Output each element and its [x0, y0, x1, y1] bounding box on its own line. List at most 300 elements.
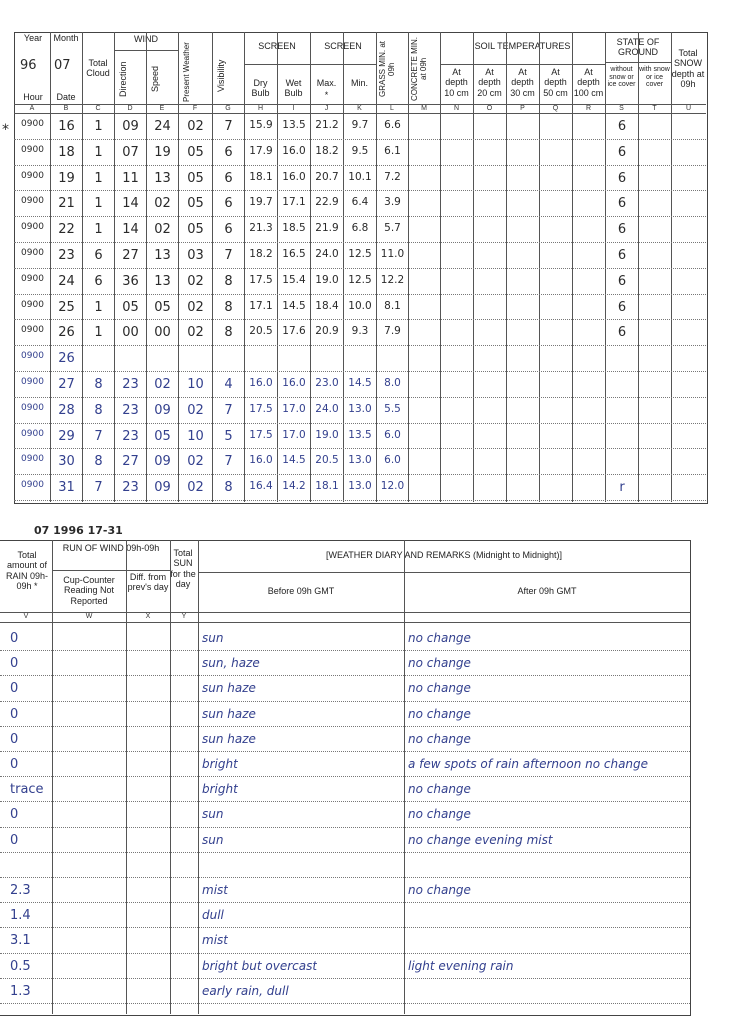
cell-date: 26: [58, 351, 75, 367]
bottom-header-rule: [52, 570, 170, 571]
cell-hour: 0900: [21, 325, 44, 336]
cell-cloud: 8: [94, 377, 103, 392]
cell-min: 13.5: [348, 428, 372, 441]
column-letter: O: [486, 105, 493, 112]
diary-after: no change: [408, 883, 471, 897]
cell-min: 6.4: [351, 196, 369, 209]
column-letter: J: [324, 105, 329, 112]
diary-after: no change: [408, 731, 471, 746]
cell-dry: 16.4: [249, 480, 273, 493]
diary-before: bright: [202, 757, 238, 771]
cell-ground: 6: [617, 273, 627, 289]
cell-min: 13.0: [348, 480, 372, 493]
cell-cloud: 6: [94, 248, 103, 263]
cell-max: 19.0: [315, 428, 339, 441]
cell-cloud: 1: [94, 144, 103, 160]
cell-wet: 16.0: [282, 170, 306, 183]
column-letter: F: [192, 105, 198, 112]
cell-dry: 15.9: [249, 119, 273, 131]
cell-min: 12.5: [348, 248, 372, 260]
cell-vis: 8: [224, 480, 233, 496]
diary-after: light evening rain: [408, 958, 514, 973]
cell-hour: 0900: [21, 299, 44, 310]
cell-date: 31: [58, 480, 75, 496]
cell-min: 13.0: [348, 454, 372, 467]
with-snow-header: with snow or ice cover: [639, 66, 670, 89]
cell-date: 24: [58, 273, 75, 289]
cell-speed: 05: [154, 428, 171, 444]
cell-pw: 03: [187, 248, 204, 263]
cell-min: 14.5: [348, 377, 372, 389]
total-snow-header: Total SNOW depth at 09h: [671, 48, 705, 90]
cell-hour: 0900: [21, 248, 44, 258]
cell-max: 22.9: [315, 196, 339, 209]
month-value: 07: [54, 58, 71, 73]
bottom-header-rule: [198, 572, 690, 573]
soil-30-header: At depth 30 cm: [510, 67, 535, 98]
page-note: 07 1996 17-31: [34, 524, 123, 537]
sun-header: Total SUN for the day: [170, 548, 196, 590]
cell-dir: 23: [122, 377, 139, 392]
screen-header-1: SCREEN: [258, 41, 296, 51]
top-row-rule: [14, 294, 706, 295]
cell-wet: 16.5: [282, 248, 306, 260]
bottom-column-letter: Y: [181, 613, 187, 620]
cell-wet: 16.0: [282, 144, 306, 157]
cell-max: 20.5: [315, 454, 339, 467]
bottom-row-rule: [0, 751, 690, 752]
cell-hour: 0900: [21, 454, 44, 465]
date-label: Date: [56, 92, 76, 102]
bottom-column-letter: W: [85, 613, 93, 620]
cell-dry: 17.5: [249, 273, 273, 286]
cell-pw: 10: [187, 428, 204, 444]
cell-date: 29: [58, 428, 75, 444]
bottom-row-rule: [0, 978, 690, 979]
cell-vis: 6: [224, 222, 233, 238]
max-header: Max.: [316, 78, 337, 88]
diary-after: no change: [408, 656, 471, 671]
month-label: Month: [53, 33, 79, 43]
asterisk-mark: *: [2, 122, 9, 138]
cell-hour: 0900: [21, 377, 44, 387]
cell-grass: 6.6: [384, 119, 401, 131]
cell-vis: 7: [224, 248, 233, 263]
bottom-column-letter: V: [23, 613, 29, 620]
column-letter: S: [619, 105, 624, 112]
cell-speed: 19: [154, 144, 171, 160]
present-weather-header: Present Weather: [182, 42, 191, 102]
top-header-rule: [440, 64, 605, 65]
cell-cloud: 8: [94, 402, 103, 418]
cell-date: 23: [58, 248, 75, 263]
cell-cloud: 7: [94, 428, 103, 444]
cell-max: 20.9: [315, 325, 339, 338]
cell-min: 9.3: [351, 325, 369, 338]
cell-date: 26: [58, 325, 75, 341]
diary-before: bright but overcast: [202, 958, 318, 973]
soil-50-header: At depth 50 cm: [543, 67, 568, 98]
top-row-rule: [14, 268, 706, 269]
top-row-rule: [14, 216, 706, 217]
cell-dry: 20.5: [249, 325, 273, 338]
cell-dry: 17.1: [249, 299, 273, 312]
diary-rain: 1.3: [10, 983, 31, 999]
cell-hour: 0900: [21, 196, 44, 207]
cell-hour: 0900: [21, 428, 44, 439]
cell-dry: 18.1: [249, 170, 273, 183]
cell-dry: 21.3: [249, 222, 273, 235]
cup-counter-header: Cup-Counter Reading Not Reported: [63, 575, 115, 606]
column-letter: E: [159, 105, 165, 112]
diary-before: mist: [202, 883, 228, 897]
cell-min: 13.0: [348, 402, 372, 415]
cell-hour: 0900: [21, 402, 44, 413]
screen-header-2: SCREEN: [324, 41, 362, 51]
cell-date: 25: [58, 299, 75, 315]
cell-wet: 13.5: [282, 119, 306, 131]
diary-after: no change: [408, 807, 471, 822]
cell-pw: 05: [187, 222, 204, 238]
cell-dry: 17.9: [249, 144, 273, 157]
diary-before: sun: [202, 631, 224, 645]
diary-rain: 1.4: [10, 908, 31, 924]
column-letter: A: [29, 105, 35, 112]
cell-grass: 12.0: [380, 480, 405, 493]
speed-header: Speed: [150, 65, 160, 93]
cell-pw: 05: [187, 144, 204, 160]
visibility-header: Visibility: [216, 59, 226, 93]
cell-max: 18.1: [315, 480, 339, 493]
cell-min: 10.1: [348, 170, 372, 183]
cell-pw: 02: [187, 454, 204, 470]
cell-wet: 14.2: [282, 480, 306, 493]
cell-pw: 02: [187, 119, 204, 134]
cell-dir: 27: [122, 248, 139, 263]
diary-before: bright: [202, 782, 238, 797]
cell-cloud: 1: [94, 119, 103, 134]
cell-vis: 5: [224, 428, 233, 444]
cell-ground: 6: [617, 325, 627, 341]
diary-before: sun, haze: [202, 656, 260, 671]
cell-date: 22: [58, 222, 75, 238]
cell-cloud: 7: [94, 480, 103, 496]
cell-wet: 17.6: [282, 325, 306, 338]
cell-speed: 05: [154, 299, 171, 315]
cell-dry: 17.5: [249, 428, 273, 441]
column-letter: G: [225, 105, 231, 112]
cell-max: 24.0: [315, 402, 339, 415]
column-letter: T: [652, 105, 657, 112]
diary-before: mist: [202, 933, 228, 948]
column-letter: H: [257, 105, 264, 112]
diary-rain: 0: [10, 706, 19, 722]
cell-grass: 11.0: [380, 248, 405, 260]
after-09h-header: After 09h GMT: [517, 586, 577, 596]
cell-max: 21.9: [315, 222, 339, 235]
cell-dir: 36: [122, 273, 139, 289]
cell-hour: 0900: [21, 480, 44, 491]
diary-rain: 0: [10, 631, 19, 646]
cell-grass: 6.1: [384, 144, 401, 157]
cell-dry: 18.2: [249, 248, 273, 260]
diary-header: [WEATHER DIARY AND REMARKS (Midnight to Midnight)]: [325, 550, 563, 560]
top-row-rule: [14, 190, 706, 191]
cell-dir: 07: [122, 144, 139, 160]
bottom-row-rule: [0, 1003, 690, 1004]
diary-after: no change: [408, 631, 471, 645]
bottom-header-rule: [0, 622, 690, 623]
state-of-ground-header: STATE OF GROUND: [616, 37, 660, 58]
top-row-rule: [14, 474, 706, 475]
soil-100-header: At depth 100 cm: [573, 67, 604, 98]
cell-cloud: 8: [94, 454, 103, 470]
rain-header: Total amount of RAIN 09h-09h *: [5, 550, 49, 592]
cell-min: 9.7: [351, 119, 369, 131]
top-row-rule: [14, 423, 706, 424]
top-row-rule: [14, 319, 706, 320]
cell-pw: 02: [187, 273, 204, 289]
diary-before: sun: [202, 832, 224, 847]
cell-date: 16: [58, 119, 75, 134]
top-row-rule: [14, 139, 706, 140]
without-snow-header: without snow or ice cover: [607, 66, 636, 89]
cell-min: 12.5: [348, 273, 372, 286]
cell-wet: 17.0: [282, 402, 306, 415]
diary-rain: 0: [10, 807, 19, 823]
bottom-row-rule: [0, 675, 690, 676]
column-letter: L: [390, 105, 394, 112]
year-label: Year: [23, 33, 43, 43]
cell-pw: 05: [187, 170, 204, 186]
cell-wet: 14.5: [282, 299, 306, 312]
cell-speed: 24: [154, 119, 171, 134]
cell-min: 6.8: [351, 222, 369, 235]
cell-dir: 14: [122, 222, 139, 238]
cell-cloud: 1: [94, 170, 103, 186]
cell-max: 21.2: [315, 119, 339, 131]
cell-dry: 19.7: [249, 196, 273, 209]
diary-after: a few spots of rain afternoon no change: [408, 757, 649, 771]
cell-vis: 8: [224, 299, 233, 315]
cell-grass: 5.5: [384, 402, 401, 415]
column-letter: I: [292, 105, 295, 112]
diary-before: sun haze: [202, 681, 256, 696]
bottom-row-rule: [0, 726, 690, 727]
cell-max: 18.2: [315, 144, 339, 157]
cell-dir: 00: [122, 325, 139, 341]
cell-ground: 6: [617, 144, 627, 160]
dry-bulb-header: Dry Bulb: [251, 78, 270, 99]
cell-dir: 23: [122, 402, 139, 418]
column-letter: N: [453, 105, 460, 112]
diary-rain: 0: [10, 656, 19, 672]
cell-pw: 10: [187, 377, 204, 392]
cell-grass: 12.2: [380, 273, 405, 286]
column-letter: M: [421, 105, 427, 112]
diary-after: no change: [408, 706, 471, 721]
diary-rain: 3.1: [10, 933, 31, 949]
cell-ground: r: [619, 480, 625, 496]
bottom-row-rule: [0, 927, 690, 928]
cell-dir: 09: [122, 119, 139, 134]
max-star: *: [324, 90, 329, 100]
bottom-row-rule: [0, 650, 690, 651]
bottom-row-rule: [0, 902, 690, 903]
diary-rain: 2.3: [10, 883, 31, 898]
cell-hour: 0900: [21, 351, 44, 362]
cell-date: 30: [58, 454, 75, 470]
wind-header: WIND: [134, 34, 158, 44]
cell-dir: 27: [122, 454, 139, 470]
cell-pw: 02: [187, 299, 204, 315]
top-header-rule: [114, 50, 178, 51]
column-letter: Q: [552, 105, 559, 112]
cell-grass: 3.9: [384, 196, 401, 209]
cell-speed: 09: [154, 402, 171, 418]
cell-cloud: 1: [94, 222, 103, 238]
top-row-rule: [14, 397, 706, 398]
cell-speed: 13: [154, 248, 171, 263]
cell-dir: 05: [122, 299, 139, 315]
cell-max: 23.0: [315, 377, 339, 389]
diary-rain: 0: [10, 757, 19, 772]
cell-speed: 09: [154, 454, 171, 470]
top-row-rule: [14, 500, 706, 501]
cell-vis: 7: [224, 119, 233, 134]
diary-before: sun haze: [202, 731, 256, 746]
column-letter: D: [127, 105, 133, 112]
cell-grass: 6.0: [384, 454, 401, 467]
diary-rain: 0: [10, 731, 19, 747]
top-row-rule: [14, 448, 706, 449]
bottom-column-letter: X: [145, 613, 151, 620]
diary-after: no change: [408, 681, 471, 696]
cell-grass: 8.0: [384, 377, 401, 389]
direction-header: Direction: [118, 61, 128, 97]
cell-cloud: 1: [94, 325, 103, 341]
cell-hour: 0900: [21, 119, 44, 129]
column-letter: U: [685, 105, 692, 112]
cell-grass: 7.9: [384, 325, 401, 338]
concrete-min-header: CONCRETE MIN. at 09h: [410, 37, 428, 101]
cell-speed: 00: [154, 325, 171, 341]
min-header: Min.: [350, 78, 368, 88]
cell-min: 10.0: [348, 299, 372, 312]
cell-ground: 6: [617, 170, 627, 186]
cell-wet: 17.1: [282, 196, 306, 209]
cell-wet: 14.5: [282, 454, 306, 467]
cell-pw: 02: [187, 402, 204, 418]
cell-max: 18.4: [315, 299, 339, 312]
bottom-row-rule: [0, 701, 690, 702]
cell-wet: 18.5: [282, 222, 306, 235]
top-header-rule: [14, 104, 706, 105]
cell-max: 20.7: [315, 170, 339, 183]
cell-pw: 02: [187, 325, 204, 341]
bottom-row-rule: [0, 953, 690, 954]
cell-max: 24.0: [315, 248, 339, 260]
cell-hour: 0900: [21, 144, 44, 155]
cell-wet: 16.0: [282, 377, 306, 389]
before-09h-header: Before 09h GMT: [267, 586, 335, 596]
bottom-header-rule: [0, 612, 690, 613]
run-of-wind-header: RUN OF WIND 09h-09h: [62, 543, 160, 553]
cell-min: 9.5: [351, 144, 369, 157]
cell-speed: 13: [154, 170, 171, 186]
cell-grass: 8.1: [384, 299, 401, 312]
column-letter: K: [357, 105, 362, 112]
hour-label: Hour: [23, 92, 43, 102]
bottom-row-rule: [0, 776, 690, 777]
diary-rain: 0: [10, 832, 19, 848]
cell-vis: 4: [224, 377, 233, 392]
column-letter: B: [63, 105, 69, 112]
cell-dir: 23: [122, 480, 139, 496]
soil-temps-header: SOIL TEMPERATURES: [474, 41, 571, 51]
cell-hour: 0900: [21, 170, 44, 181]
cell-speed: 02: [154, 196, 171, 212]
cell-pw: 02: [187, 480, 204, 496]
cell-vis: 8: [224, 273, 233, 289]
bottom-row-rule: [0, 852, 690, 853]
diary-rain: 0: [10, 681, 19, 697]
cell-dir: 23: [122, 428, 139, 444]
cell-date: 18: [58, 144, 75, 160]
cell-dir: 14: [122, 196, 139, 212]
cell-speed: 09: [154, 480, 171, 496]
wet-bulb-header: Wet Bulb: [284, 78, 303, 99]
cell-dry: 16.0: [249, 454, 273, 467]
cell-dir: 11: [122, 170, 139, 186]
cell-speed: 13: [154, 273, 171, 289]
cell-date: 28: [58, 402, 75, 418]
cell-pw: 05: [187, 196, 204, 212]
top-row-rule: [14, 165, 706, 166]
diary-rain: trace: [10, 782, 44, 798]
cell-hour: 0900: [21, 273, 44, 284]
cell-vis: 8: [224, 325, 233, 341]
cell-grass: 7.2: [384, 170, 401, 183]
bottom-row-rule: [0, 877, 690, 878]
year-value: 96: [20, 58, 37, 73]
cell-grass: 6.0: [384, 428, 401, 441]
cell-vis: 6: [224, 170, 233, 186]
column-letter: P: [520, 105, 525, 112]
soil-10-header: At depth 10 cm: [444, 67, 469, 98]
diary-before: dull: [202, 908, 224, 923]
top-header-rule: [244, 64, 376, 65]
top-header-rule: [605, 62, 671, 63]
diary-before: sun: [202, 807, 224, 822]
cell-max: 19.0: [315, 273, 339, 286]
cell-dry: 16.0: [249, 377, 273, 389]
cell-hour: 0900: [21, 222, 44, 233]
bottom-row-rule: [0, 801, 690, 802]
top-row-rule: [14, 371, 706, 372]
diff-header: Diff. from prev's day: [127, 572, 169, 593]
cell-ground: 6: [617, 119, 627, 134]
top-row-rule: [14, 345, 706, 346]
total-cloud-header: Total Cloud: [86, 58, 110, 79]
cell-vis: 7: [224, 402, 233, 418]
diary-after: no change: [408, 782, 471, 797]
cell-date: 21: [58, 196, 75, 212]
cell-date: 19: [58, 170, 75, 186]
cell-vis: 7: [224, 454, 233, 470]
column-letter: R: [585, 105, 592, 112]
cell-cloud: 1: [94, 196, 103, 212]
